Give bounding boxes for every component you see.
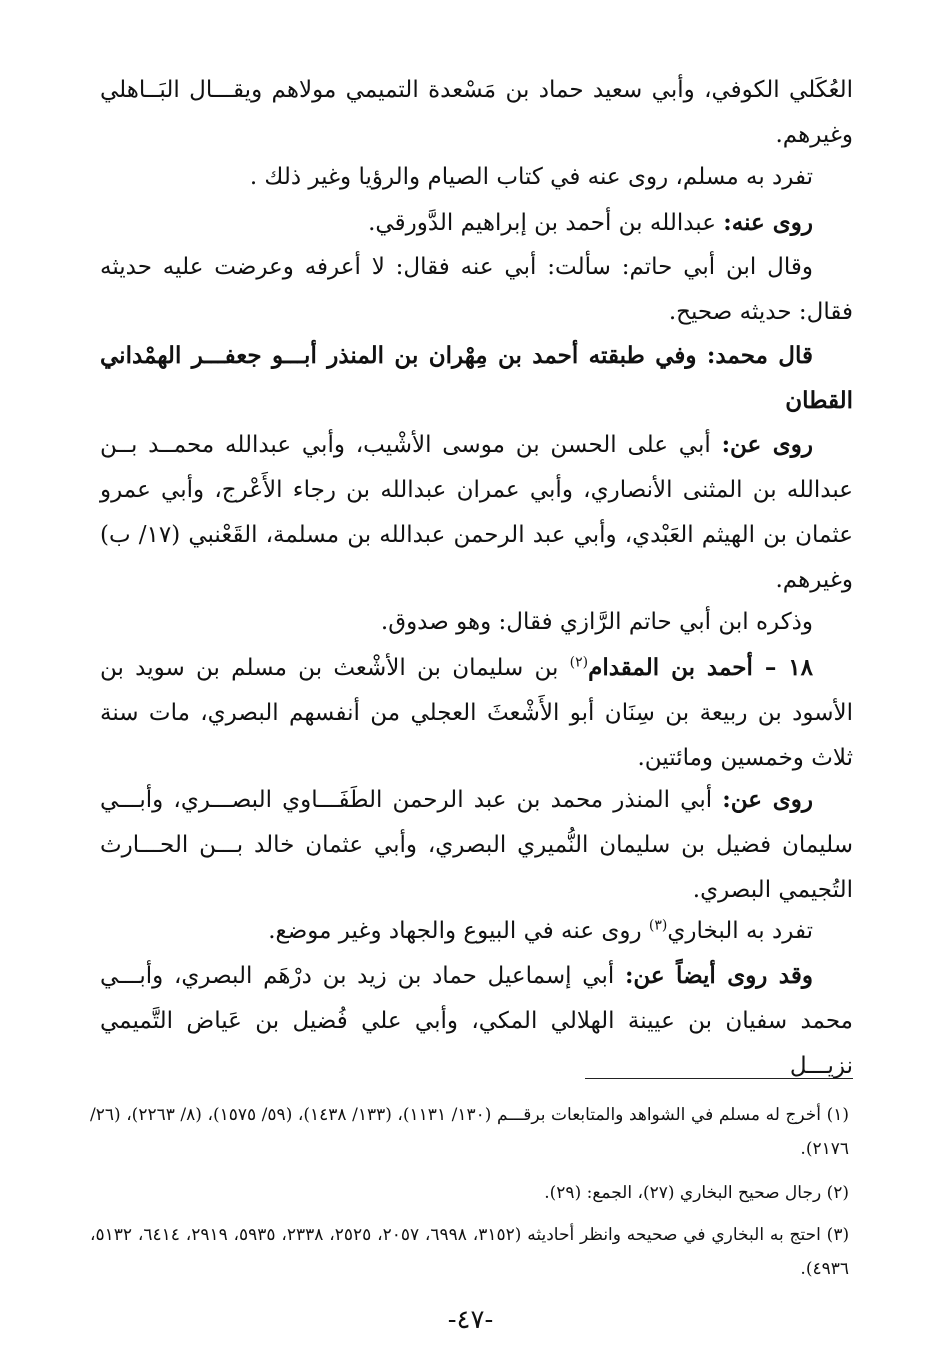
paragraph-text: أبي إسماعيل حماد بن زيد بن درْهَم البصري، وأبـــي محمد سفيان بن عيينة الهلالي المكي، وأبي علي فُضيل بن عَياض التَّميمي نزيـــل bbox=[100, 963, 853, 1079]
footnote-divider bbox=[585, 1078, 853, 1079]
section-lead: روى عن: bbox=[722, 786, 813, 813]
paragraph-text: أبي على الحسن بن موسى الأشْيب، وأبي عبدالله محمــد بــن عبدالله بن المثنى الأنصاري، وأبي عمران عبدالله بن رجاء الأَعْرج، وأبي عمرو عثمان بن الهيثم العَبْدي، وأبي عبد الرحمن عبدالله بن مسلمة، القَعْنبي (١٧/ ب) وغيرهم. bbox=[100, 432, 854, 593]
paragraph-text: بن سليمان بن الأشْعث بن مسلم بن سويد بن الأسود بن ربيعة بن سِنَان أبو الأَشْعثَ العجلي من أنفسهم البصري، مات سنة ثلاث وخمسين ومائتين. bbox=[100, 655, 853, 771]
paragraph-qala-muhammad bbox=[100, 333, 853, 423]
paragraph-continuation bbox=[100, 68, 853, 158]
paragraph-text: أبي المنذر محمد بن عبد الرحمن الطَفَـــاوي البصـــري، وأبـــي سليمان فضيل بن سليمان النُّميري البصري، وأبي عثمان خالد بـــن الحـــارث التُجيمي البصري. bbox=[100, 787, 853, 903]
paragraph-text: وقال ابن أبي حاتم: سألت: أبي عنه فقال: لا أعرفه وعرضت عليه حديثه فقال: حديثه صحيح. bbox=[100, 254, 853, 325]
paragraph-rawa-an-2 bbox=[100, 777, 853, 913]
entry-title: ١٨ – أحمد بن المقدام bbox=[588, 654, 813, 681]
footnote-ref: (٢) bbox=[569, 654, 589, 671]
paragraph-tafarrud-muslim bbox=[100, 155, 853, 200]
footnote-ref: (٣) bbox=[648, 917, 668, 934]
footnote-text: (٢) رجال صحيح البخاري (٢٧)، الجمع: (٢٩). bbox=[544, 1183, 849, 1203]
paragraph-text: تفرد به البخاري bbox=[667, 918, 813, 944]
footnote-2 bbox=[90, 1176, 849, 1210]
paragraph-tafarrud-bukhari bbox=[100, 909, 853, 954]
section-lead: روى عن: bbox=[721, 431, 813, 458]
footnote-text: (١) أخرج له مسلم في الشواهد والمتابعات برقـــم (١٣٠/ ١١٣١)، (١٣٣/ ١٤٣٨)، (٥٩/ ١٥٧٥)، (٨/ ٢٢٦٣)، (٢٦/ ٢١٧٦). bbox=[90, 1105, 850, 1159]
footnote-3 bbox=[90, 1218, 849, 1286]
paragraph-wa-qad-rawa bbox=[100, 953, 853, 1089]
paragraph-rawa-an-1 bbox=[100, 422, 853, 603]
paragraph-text: روى عنه في البيوع والجهاد وغير موضع. bbox=[268, 918, 649, 944]
paragraph-dhakarahu bbox=[100, 600, 853, 645]
paragraph-text: وذكره ابن أبي حاتم الرَّازي فقال: وهو صدوق. bbox=[380, 609, 813, 635]
footnote-text: (٣) احتج به البخاري في صحيحه وانظر أحاديثه (٣١٥٢، ٦٩٩٨، ٢٠٥٧، ٢٥٢٥، ٢٣٣٨، ٥٩٣٥، ٢٩١٩، ٦٤١٤، ٥١٣٢، ٤٩٣٦). bbox=[90, 1225, 850, 1279]
section-lead: وقد روى أيضاً عن: bbox=[624, 962, 813, 989]
footnote-1 bbox=[90, 1098, 849, 1166]
paragraph-ibn-abi-hatim bbox=[100, 245, 853, 335]
paragraph-heading: قال محمد: وفي طبقته أحمد بن مِهْران بن المنذر أبـــو جعفـــر الهمْداني القطان bbox=[100, 342, 853, 414]
entry-18-heading bbox=[100, 645, 853, 781]
section-lead: روى عنه: bbox=[723, 209, 813, 236]
page-number: -٤٧- bbox=[447, 1305, 494, 1335]
paragraph-rawa-anhu bbox=[100, 200, 853, 246]
paragraph-text: العُكَلي الكوفي، وأبي سعيد حماد بن مَسْعدة التميمي مولاهم ويقـــال البَــاهلي وغيرهم. bbox=[100, 77, 853, 148]
paragraph-text: تفرد به مسلم، روى عنه في كتاب الصيام والرؤيا وغير ذلك . bbox=[249, 164, 813, 190]
paragraph-text: عبدالله بن أحمد بن إبراهيم الدَّورقي. bbox=[368, 210, 724, 236]
